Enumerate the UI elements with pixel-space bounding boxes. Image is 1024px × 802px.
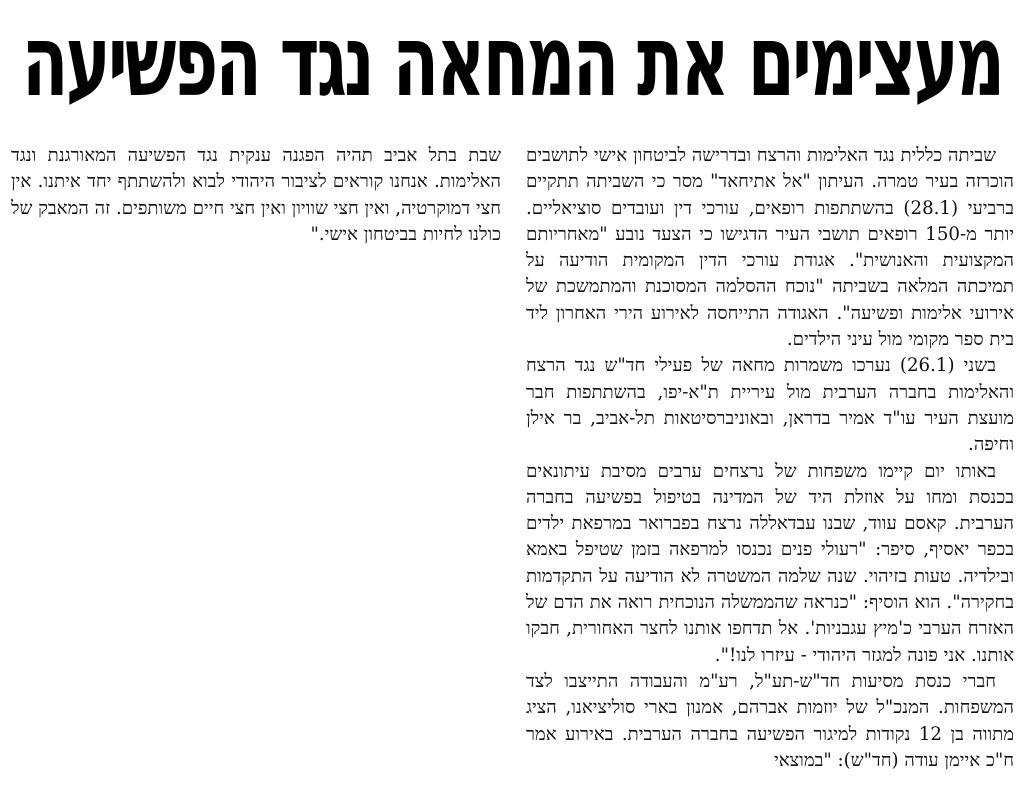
article-column-left — [11, 143, 501, 248]
paragraph: בשני (26.1) נערכו משמרות מחאה של פעילי חד"ש נגד הרצח והאלימות בחברה הערבית מול עיריית ת"א-יפו, בהשתתפות חבר מועצת העיר עו"ד אמיר בדראן, ובאוניברסיטאות תל-אביב, בר אילן וחיפה. — [526, 355, 1014, 456]
article-column-right — [526, 143, 1014, 802]
paragraph: שביתה כללית נגד האלימות והרצח ובדרישה לביטחון אישי לתושבים הוכרזה בעיר טמרה. העיתון "אל אתיחאד" מסר כי השביתה תתקיים ברביעי (28.1) בהשתתפות רופאים, עורכי דין ועובדים סוציאליים. יותר מ-150 רופאים תושבי העיר הדגישו כי הצעד נובע "מאחריותם המקצועית והאנושית". אגודת עורכי הדין המקומית הודיעה על תמיכתה המלאה בשביתה "נוכח ההסלמה המסוכנת והמתמשכת של אירועי אלימות ופשיעה". האגודה התייחסה לאירוע הירי האחרון ליד בית ספר מקומי מול עיני הילדים. — [526, 145, 1014, 351]
paragraph: שבת בתל אביב תהיה הפגנה ענקית נגד הפשיעה המאורגנת ונגד האלימות. אנחנו קוראים לציבור היהודי לבוא ולהשתתף יחד איתנו. אין חצי דמוקרטיה, ואין חצי שוויון ואין חצי חיים משותפים. זה המאבק של כולנו לחיות בביטחון אישי." — [11, 145, 501, 245]
headline — [14, 0, 1010, 125]
paragraph: באותו יום קיימו משפחות של נרצחים ערבים מסיבת עיתונאים בכנסת ומחו על אוזלת היד של המדינה בטיפול בפשיעה בחברה הערבית. קאסם עווד, שבנו עבדאללה נרצח בפברואר במרפאת ילדים בכפר יאסיף, סיפר: "רעולי פנים נכנסו למרפאה בזמן שטיפל באמא ובילדיה. טעות בזיהוי. שנה שלמה המשטרה לא הודיעה על התקדמות בחקירה". הוא הוסיף: "כנראה שהממשלה הנוכחית רואה את הדם של האזרח הערבי כ'מיץ עגבניות'. אל תדחפו אותנו לחצר האחורית, חבקו אותנו. אני פונה למגזר היהודי - עיזרו לנו!". — [526, 460, 1014, 666]
headline-text: מעצימים את המחאה נגד הפשיעה — [21, 4, 1003, 120]
paragraph: חברי כנסת מסיעות חד"ש-תע"ל, רע"מ והעבודה התייצבו לצד המשפחות. המנכ"ל של יוזמות אברהם, אמנון בארי סוליציאנו, הציג מתווה בן 12 נקודות למיגור הפשיעה בחברה הערבית. באירוע אמר ח"כ איימן עודה (חד"ש): "במוצאי — [526, 670, 1014, 771]
